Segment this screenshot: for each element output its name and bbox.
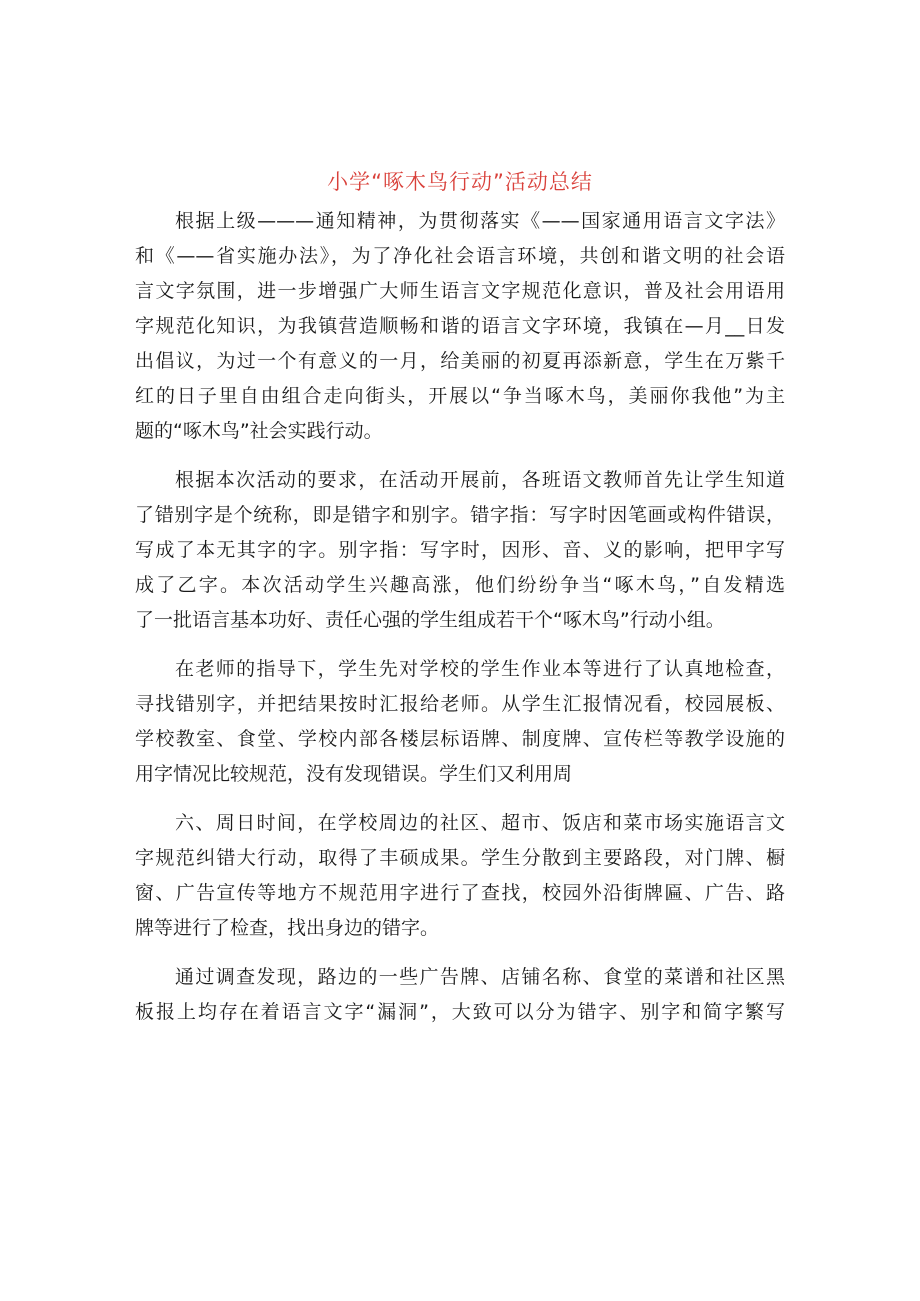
paragraph-line: 根据上级———通知精神，为贯彻落实《——国家通用语言文字法》 xyxy=(175,210,785,232)
paragraph-2 xyxy=(135,463,785,638)
document-body xyxy=(135,204,785,1044)
paragraph-3 xyxy=(135,652,785,792)
paragraph-line: 了错别字是个统称，即是错字和别字。错字指：写字时因笔画或构件错误， xyxy=(135,504,785,526)
paragraph-line: 出倡议，为过一个有意义的一月，给美丽的初夏再添新意，学生在万紫千 xyxy=(135,350,785,372)
paragraph-line: 窗、广告宣传等地方不规范用字进行了查找，校园外沿街牌匾、广告、路 xyxy=(135,882,785,904)
paragraph-line: 根据本次活动的要求，在活动开展前，各班语文教师首先让学生知道 xyxy=(175,469,785,491)
paragraph-1 xyxy=(135,204,785,449)
paragraph-line: 板报上均存在着语言文字“漏洞”，大致可以分为错字、别字和简字繁写 xyxy=(135,1001,785,1023)
paragraph-line: 用字情况比较规范，没有发现错误。学生们又利用周 xyxy=(135,763,573,785)
paragraph-line: 写成了本无其字的字。别字指：写字时，因形、音、义的影响，把甲字写 xyxy=(135,539,785,561)
paragraph-line: 寻找错别字，并把结果按时汇报给老师。从学生汇报情况看，校园展板、 xyxy=(135,693,785,715)
paragraph-line: 言文字氛围，进一步增强广大师生语言文字规范化意识，普及社会用语用 xyxy=(135,280,785,302)
paragraph-line: 红的日子里自由组合走向街头，开展以“争当啄木鸟，美丽你我他”为主 xyxy=(135,385,785,407)
paragraph-line: 六、周日时间，在学校周边的社区、超市、饭店和菜市场实施语言文 xyxy=(175,812,785,834)
paragraph-line: 成了乙字。本次活动学生兴趣高涨，他们纷纷争当“啄木鸟，”自发精选 xyxy=(135,574,785,596)
paragraph-line: 牌等进行了检查，找出身边的错字。 xyxy=(135,917,440,939)
paragraph-line: 学校教室、食堂、学校内部各楼层标语牌、制度牌、宣传栏等教学设施的 xyxy=(135,728,785,750)
paragraph-line: 通过调查发现，路边的一些广告牌、店铺名称、食堂的菜谱和社区黑 xyxy=(175,966,785,988)
paragraph-line: 字规范纠错大行动，取得了丰硕成果。学生分散到主要路段，对门牌、橱 xyxy=(135,847,785,869)
paragraph-5 xyxy=(135,960,785,1030)
paragraph-4 xyxy=(135,806,785,946)
paragraph-line: 和《——省实施办法》，为了净化社会语言环境，共创和谐文明的社会语 xyxy=(135,245,785,267)
paragraph-line: 了一批语言基本功好、责任心强的学生组成若干个“啄木鸟”行动小组。 xyxy=(135,609,725,631)
paragraph-line: 字规范化知识，为我镇营造顺畅和谐的语言文字环境，我镇在—月__日发 xyxy=(135,315,785,337)
paragraph-line: 在老师的指导下，学生先对学校的学生作业本等进行了认真地检查， xyxy=(175,658,785,680)
paragraph-line: 题的“啄木鸟”社会实践行动。 xyxy=(135,420,383,442)
document-title: 小学“啄木鸟行动”活动总结 xyxy=(327,170,593,194)
